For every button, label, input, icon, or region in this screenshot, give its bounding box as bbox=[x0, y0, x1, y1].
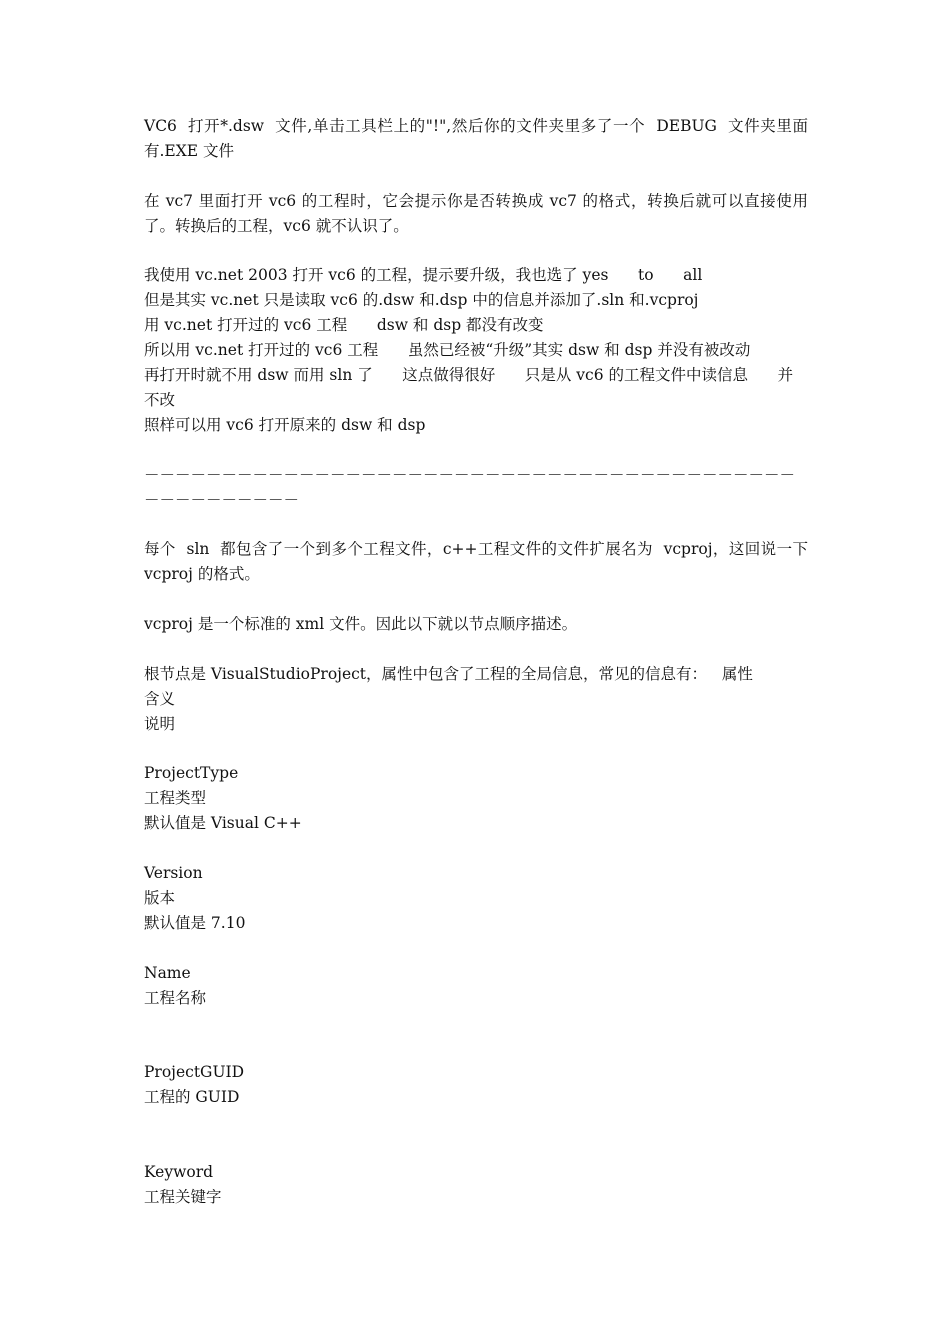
text-line: 再打开时就不用 dsw 而用 sln 了 这点做得很好 只是从 vc6 的工程文件中读信息 并不改 bbox=[144, 366, 794, 409]
attribute-name: ProjectType bbox=[144, 764, 239, 783]
text-line: 说明 bbox=[144, 714, 176, 733]
text-line: 每个 sln 都包含了一个到多个工程文件，c++工程文件的文件扩展名为 vcproj，这回说一下 vcproj 的格式。 bbox=[144, 540, 813, 584]
dashed-separator bbox=[144, 463, 808, 513]
text-line: vcproj 是一个标准的 xml 文件。因此以下就以节点顺序描述。 bbox=[144, 615, 578, 634]
paragraph-vc7-convert bbox=[144, 189, 808, 239]
blank-line bbox=[144, 1035, 808, 1060]
attribute-name: ProjectGUID bbox=[144, 1063, 245, 1082]
attribute-meaning: 工程的 GUID bbox=[144, 1088, 240, 1107]
text-line: VC6 打开*.dsw 文件,单击工具栏上的"!",然后你的文件夹里多了一个 DEBUG 文件夹里面有.EXE 文件 bbox=[144, 117, 808, 160]
attribute-meaning: 工程类型 bbox=[144, 789, 207, 808]
attribute-meaning: 版本 bbox=[144, 888, 176, 907]
attribute-project-guid bbox=[144, 1060, 808, 1110]
text-line: 我使用 vc.net 2003 打开 vc6 的工程，提示要升级，我也选了 yes to all bbox=[144, 266, 703, 285]
document-body bbox=[144, 114, 813, 1235]
text-line: 根节点是 VisualStudioProject，属性中包含了工程的全局信息，常见的信息有： 属性 bbox=[144, 664, 753, 683]
attribute-meaning: 工程关键字 bbox=[144, 1187, 222, 1206]
text-line: 照样可以用 vc6 打开原来的 dsw 和 dsp bbox=[144, 415, 426, 434]
attribute-project-type bbox=[144, 761, 808, 836]
attribute-note: 默认值是 7.10 bbox=[144, 913, 246, 932]
attribute-name: Name bbox=[144, 963, 191, 982]
attribute-name-field bbox=[144, 961, 808, 1011]
paragraph-vcproj-xml bbox=[144, 612, 808, 637]
attribute-version bbox=[144, 861, 808, 936]
attribute-name: Keyword bbox=[144, 1162, 214, 1181]
attribute-meaning: 工程名称 bbox=[144, 988, 207, 1007]
text-line: 在 vc7 里面打开 vc6 的工程时，它会提示你是否转换成 vc7 的格式，转换后就可以直接使用了。转换后的工程，vc6 就不认识了。 bbox=[144, 191, 808, 235]
separator-line: －－－－－－－－－－－－－－－－－－－－－－－－－－－－－－－－－－－－－－－－－－－－－－－－－－－－ bbox=[144, 465, 796, 509]
text-line: 用 vc.net 打开过的 vc6 工程 dsw 和 dsp 都没有改变 bbox=[144, 316, 544, 335]
paragraph-vcnet-upgrade bbox=[144, 263, 808, 437]
blank-line bbox=[144, 1135, 808, 1160]
text-line: 含义 bbox=[144, 689, 176, 708]
paragraph-vc6-open-dsw bbox=[144, 114, 808, 164]
paragraph-sln-vcproj bbox=[144, 537, 813, 587]
text-line: 所以用 vc.net 打开过的 vc6 工程 虽然已经被“升级”其实 dsw 和 dsp 并没有被改动 bbox=[144, 341, 751, 360]
attribute-note: 默认值是 Visual C++ bbox=[144, 814, 302, 833]
attribute-keyword bbox=[144, 1160, 808, 1210]
text-line: 但是其实 vc.net 只是读取 vc6 的.dsw 和.dsp 中的信息并添加了.sln 和.vcproj bbox=[144, 291, 699, 310]
paragraph-root-node bbox=[144, 662, 808, 737]
attribute-name: Version bbox=[144, 864, 203, 883]
